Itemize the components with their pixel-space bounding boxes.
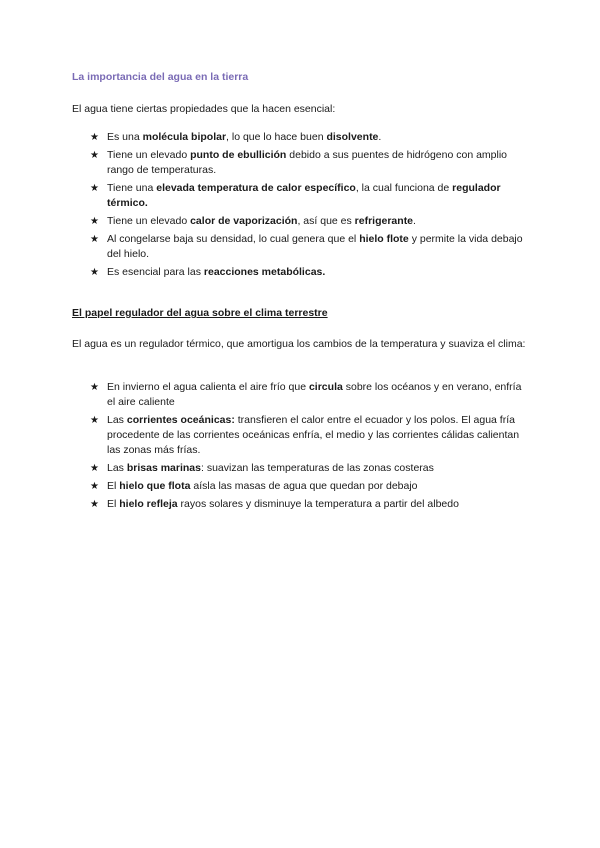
list-text: El [107,498,120,510]
star-bullet-icon: ★ [90,481,99,492]
bold-term: elevada temperatura de calor específico [156,182,356,194]
bold-term: reacciones metabólicas. [203,266,326,278]
section1-intro: El agua tiene ciertas propiedades que la hacen esencial: [72,103,336,115]
star-bullet-icon: ★ [90,267,99,278]
star-bullet-icon: ★ [90,183,99,194]
bold-term: disolvente [326,131,379,143]
list-text: El [107,480,120,492]
bold-term: punto de ebullición [190,149,287,161]
list-text: aísla las masas de agua que quedan por debajo [190,480,418,492]
section2-intro: El agua es un regulador térmico, que amortigua los cambios de la temperatura y suaviza el clima: [72,338,526,350]
list-text: . [378,131,382,143]
list-item [90,148,530,178]
list-item [90,461,530,476]
list-text: Las [107,462,127,474]
bold-term: corrientes oceánicas: [126,414,235,426]
list-item [90,380,530,410]
star-bullet-icon: ★ [90,234,99,245]
list-text: Tiene un elevado [107,215,191,227]
list-item [90,497,530,512]
list-text: , la cual funciona de [355,182,453,194]
list-text: Tiene una [107,182,157,194]
star-bullet-icon: ★ [90,150,99,161]
star-bullet-icon: ★ [90,132,99,143]
list-text: Las [107,414,127,426]
list-item [90,413,530,458]
star-bullet-icon: ★ [90,216,99,227]
list-text: sobre los océanos y en verano, enfría el aire caliente [107,381,522,408]
star-bullet-icon: ★ [90,463,99,474]
list-item [90,214,530,229]
list-text: transfieren el calor entre el ecuador y los polos. El agua fría procedente de las corrientes oceánicas enfría, el medio y las corrientes cálidas calientan las zonas más frías. [107,414,520,456]
list-text: debido a sus puentes de hidrógeno con amplio rango de temperaturas. [107,149,508,176]
bold-term: hielo refleja [119,498,178,510]
list-item [90,130,530,145]
list-item [90,181,530,211]
list-item [90,479,530,494]
list-text: En invierno el agua calienta el aire frío que [107,381,309,393]
bold-term: hielo flote [359,233,409,245]
list-text: , lo que lo hace buen [226,131,327,143]
star-bullet-icon: ★ [90,415,99,426]
list-text: Es una [107,131,143,143]
section1-list [90,130,530,283]
bold-term: calor de vaporización [190,215,298,227]
star-bullet-icon: ★ [90,499,99,510]
list-item [90,265,530,280]
bold-term: molécula bipolar [142,131,227,143]
list-text: , así que es [297,215,355,227]
list-text: rayos solares y disminuye la temperatura a partir del albedo [177,498,459,510]
list-item [90,232,530,262]
list-text: . [413,215,416,227]
star-bullet-icon: ★ [90,382,99,393]
bold-term: hielo que flota [119,480,191,492]
section2-title: El papel regulador del agua sobre el clima terrestre [72,307,328,319]
bold-term: brisas marinas [126,462,201,474]
list-text: : suavizan las temperaturas de las zonas costeras [201,462,434,474]
section1-title: La importancia del agua en la tierra [72,71,249,83]
list-text: Tiene un elevado [107,149,191,161]
list-text: Es esencial para las [107,266,204,278]
bold-term: circula [308,381,343,393]
bold-term: regulador térmico. [107,182,501,209]
list-text: Al congelarse baja su densidad, lo cual genera que el [107,233,360,245]
list-text: y permite la vida debajo del hielo. [107,233,523,260]
bold-term: refrigerante [354,215,414,227]
section2-list [90,380,530,515]
